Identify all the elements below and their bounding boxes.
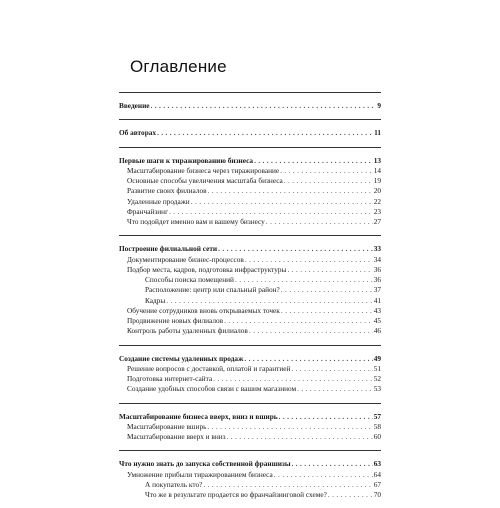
toc-entry-title: Масштабирование вширь — [127, 421, 207, 431]
toc-section — [119, 403, 381, 451]
toc-subentry[interactable] — [119, 176, 381, 186]
toc-entry-title: Расположение: центр или спальный район? — [145, 285, 280, 295]
toc-subentry[interactable] — [119, 326, 381, 336]
toc-subentry[interactable] — [119, 364, 381, 374]
toc-page-number: 51 — [373, 363, 381, 373]
toc-subentry[interactable] — [119, 374, 381, 384]
toc-entry-title: Кадры — [145, 295, 166, 305]
toc-subentry[interactable] — [119, 432, 381, 442]
dot-leader — [297, 384, 373, 394]
dot-leader — [235, 275, 373, 285]
toc-subentry[interactable] — [119, 255, 381, 265]
toc-page-number: 34 — [373, 254, 381, 264]
toc-page-number: 23 — [373, 206, 381, 216]
dot-leader — [287, 265, 372, 275]
toc-page-number: 63 — [373, 459, 381, 469]
toc-entry-title: Что нужно знать до запуска собственной франшизы — [119, 459, 291, 469]
toc-entry-title: Документирование бизнес-процессов — [127, 254, 244, 264]
toc-entry-title: Масштабирование бизнеса вверх, вниз и вширь — [119, 411, 278, 421]
toc-entry-title: Что же в результате продается во франчайзинговой схеме? — [145, 490, 327, 499]
dot-leader — [254, 156, 373, 166]
toc-entry-title: Развитие своих филиалов — [127, 186, 207, 196]
toc-page-number: 52 — [373, 374, 381, 383]
toc-entry-title: Что подойдет именно вам и вашему бизнесу — [127, 217, 265, 226]
toc-subentry[interactable] — [119, 470, 381, 480]
toc-subentry[interactable] — [119, 265, 381, 275]
toc-subentry[interactable] — [119, 384, 381, 394]
toc-entry-title: Обучение сотрудников вновь открываемых точек — [127, 305, 280, 315]
dot-leader — [207, 422, 372, 432]
toc-page-number: 58 — [373, 421, 381, 431]
dot-leader — [169, 207, 373, 217]
toc-page-number: 57 — [373, 411, 381, 421]
toc-page-number: 45 — [373, 316, 381, 325]
toc-page-number: 36 — [373, 275, 381, 284]
toc-chapter-entry[interactable] — [119, 101, 381, 111]
toc-page-number: 41 — [373, 295, 381, 305]
toc-page-number: 14 — [373, 165, 381, 175]
toc-entry-title: Контроль работы удаленных филиалов — [127, 326, 248, 336]
toc-subentry[interactable] — [119, 422, 381, 432]
dot-leader — [166, 296, 372, 306]
toc-chapter-entry[interactable] — [119, 156, 381, 166]
toc-entry-title: Масштабирование бизнеса через тиражирование — [127, 165, 280, 175]
dot-leader — [191, 197, 373, 207]
toc-subentry[interactable] — [119, 186, 381, 196]
toc-page-number: 19 — [373, 176, 381, 185]
toc-chapter-entry[interactable] — [119, 244, 381, 254]
toc-page-number: 13 — [373, 155, 381, 165]
toc-entry-title: А покупатель кто? — [145, 479, 203, 489]
toc-entry-title: Введение — [119, 101, 150, 110]
table-of-contents — [119, 92, 381, 508]
toc-entry-title: Подготовка интернет-сайта — [127, 374, 213, 383]
toc-entry-title: Продвижение новых филиалов — [127, 316, 224, 325]
toc-section — [119, 92, 381, 119]
toc-entry-title: Создание удобных способов связи с вашим магазином — [127, 384, 297, 394]
dot-leader — [279, 412, 373, 422]
toc-section — [119, 147, 381, 236]
dot-leader — [224, 316, 373, 326]
dot-leader — [328, 490, 373, 500]
toc-subentry[interactable] — [119, 166, 381, 176]
toc-entry-title: Масштабирование вверх и вниз — [127, 432, 226, 441]
toc-section — [119, 345, 381, 403]
dot-leader — [244, 354, 372, 364]
toc-page-number: 22 — [373, 196, 381, 206]
toc-subentry[interactable] — [119, 480, 381, 490]
dot-leader — [291, 364, 372, 374]
toc-page-number: 46 — [373, 326, 381, 336]
toc-section — [119, 235, 381, 344]
dot-leader — [292, 459, 373, 469]
toc-subentry[interactable] — [119, 490, 381, 500]
toc-page-number: 70 — [373, 490, 381, 499]
toc-subentry[interactable] — [119, 207, 381, 217]
toc-chapter-entry[interactable] — [119, 459, 381, 469]
dot-leader — [157, 128, 373, 138]
toc-subentry[interactable] — [119, 217, 381, 227]
toc-page-number: 53 — [373, 384, 381, 394]
toc-page-number: 36 — [373, 264, 381, 274]
toc-page-number: 67 — [373, 479, 381, 489]
toc-page-number: 11 — [374, 128, 381, 138]
toc-entry-title: Франчайзинг — [127, 206, 169, 216]
toc-chapter-entry[interactable] — [119, 354, 381, 364]
toc-subentry[interactable] — [119, 275, 381, 285]
toc-page-number: 33 — [373, 244, 381, 254]
dot-leader — [280, 166, 373, 176]
dot-leader — [218, 244, 373, 254]
toc-chapter-entry[interactable] — [119, 412, 381, 422]
toc-entry-title: Удаленные продажи — [127, 196, 190, 206]
toc-page-number: 49 — [373, 353, 381, 363]
dot-leader — [284, 176, 373, 186]
toc-subentry[interactable] — [119, 296, 381, 306]
dot-leader — [213, 374, 373, 384]
toc-page-number: 37 — [373, 285, 381, 295]
toc-entry-title: Умножение прибыли тиражированием бизнеса — [127, 469, 273, 479]
page-title: Оглавление — [130, 57, 227, 76]
toc-entry-title: Об авторах — [119, 128, 157, 138]
dot-leader — [274, 470, 373, 480]
toc-page-number: 64 — [373, 469, 381, 479]
toc-subentry[interactable] — [119, 285, 381, 295]
toc-entry-title: Первые шаги к тиражированию бизнеса — [119, 155, 254, 165]
toc-section — [119, 119, 381, 146]
toc-page-number: 20 — [373, 186, 381, 196]
dot-leader — [227, 432, 373, 442]
toc-page-number: 43 — [373, 305, 381, 315]
toc-entry-title: Создание системы удаленных продаж — [119, 353, 244, 363]
dot-leader — [151, 101, 377, 111]
toc-subentry[interactable] — [119, 306, 381, 316]
toc-page-number: 60 — [373, 432, 381, 441]
toc-subentry[interactable] — [119, 197, 381, 207]
toc-entry-title: Способы поиска помещений — [145, 275, 234, 284]
dot-leader — [245, 255, 373, 265]
toc-entry-title: Основные способы увеличения масштаба бизнеса — [127, 176, 283, 185]
toc-entry-title: Подбор места, кадров, подготовка инфраструктуры — [127, 264, 287, 274]
dot-leader — [281, 306, 373, 316]
toc-page-number: 27 — [373, 217, 381, 226]
toc-entry-title: Построение филиальной сети — [119, 244, 218, 254]
dot-leader — [249, 326, 373, 336]
toc-entry-title: Решение вопросов с доставкой, оплатой и гарантией — [127, 363, 291, 373]
toc-section — [119, 450, 381, 508]
toc-subentry[interactable] — [119, 316, 381, 326]
toc-chapter-entry[interactable] — [119, 128, 381, 138]
dot-leader — [281, 285, 373, 295]
dot-leader — [203, 480, 372, 490]
toc-page-number: 9 — [377, 101, 381, 110]
dot-leader — [208, 186, 373, 196]
dot-leader — [266, 217, 373, 227]
